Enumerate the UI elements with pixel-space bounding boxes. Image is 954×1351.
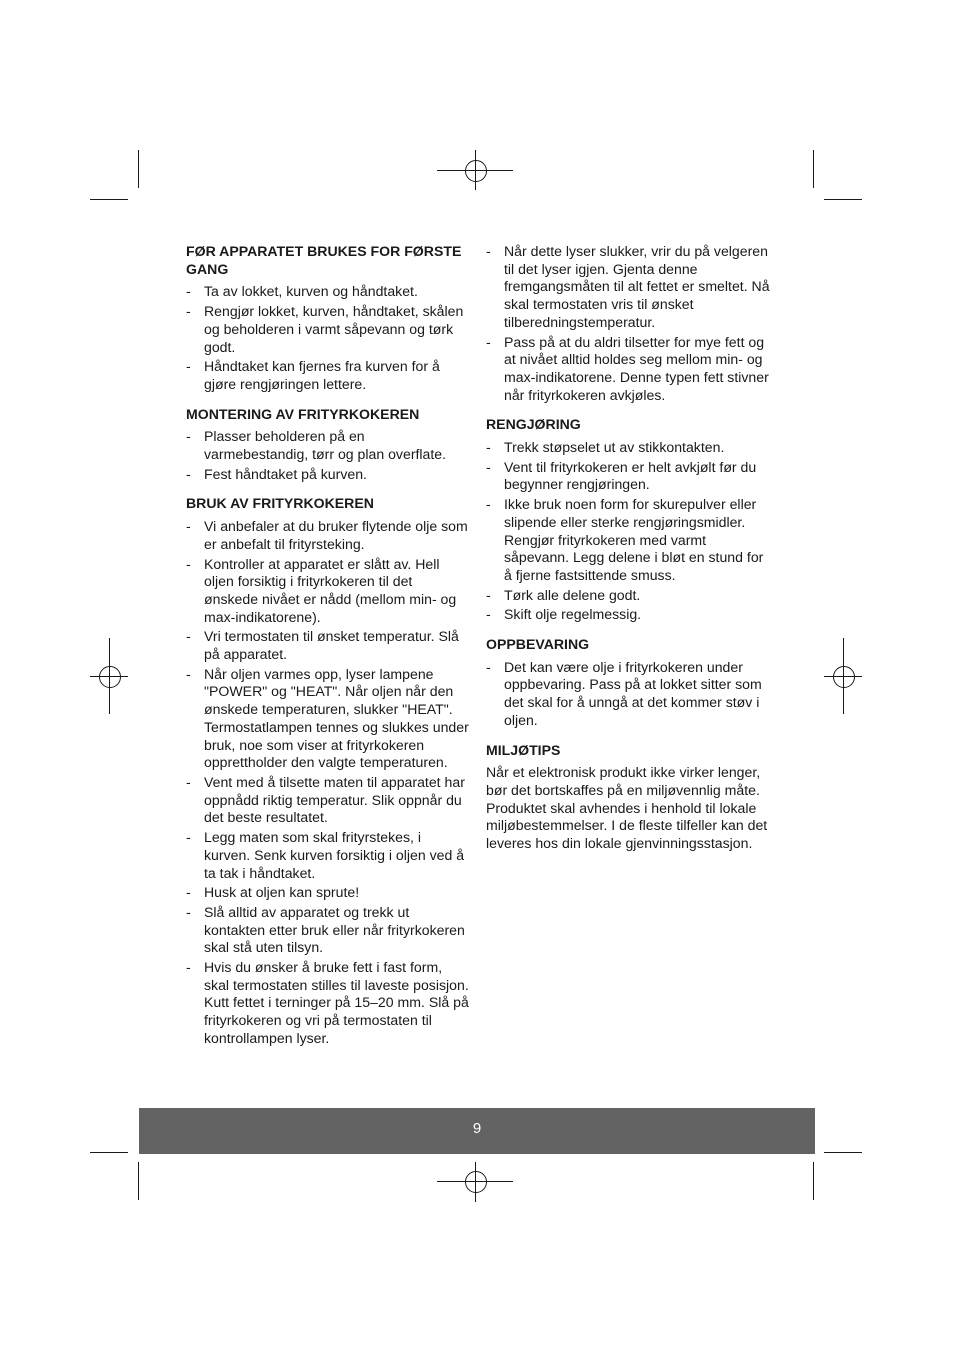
bullet-list	[486, 243, 770, 404]
list-item: - Husk at oljen kan sprute!	[186, 884, 470, 902]
bullet-list	[186, 428, 470, 483]
registration-circle	[99, 666, 121, 688]
bullet-list	[486, 659, 770, 730]
list-item: - Trekk støpselet ut av stikkontakten.	[486, 439, 770, 457]
bullet-list	[486, 439, 770, 624]
section-heading: BRUK AV FRITYRKOKEREN	[186, 495, 374, 512]
crop-mark	[90, 1152, 128, 1153]
bullet-list	[186, 518, 470, 1047]
paragraph: Når et elektronisk produkt ikke virker lenger, bør det bortskaffes på en miljøvennlig måte. Produktet skal avhendes i henhold til lokale miljøbestemmelser. I de fleste tilfeller kan det leveres hos din lokale gjenvinningsstasjon.	[486, 764, 768, 852]
page-number: 9	[472, 1120, 482, 1137]
section-montering-av-frityrkokeren	[186, 406, 470, 484]
crop-mark	[138, 150, 139, 188]
page-footer	[139, 1108, 815, 1154]
section-heading: MILJØTIPS	[486, 741, 561, 758]
section-oppbevaring	[486, 636, 770, 730]
section-bruk-av-frityrkokeren	[186, 495, 470, 1047]
section-for-apparatet-brukes-for-forste-gang	[186, 243, 470, 394]
section-heading: OPPBEVARING	[486, 636, 590, 653]
list-item: - Plasser beholderen på en varmebestandig, tørr og plan overflate.	[186, 428, 470, 463]
crop-mark	[90, 199, 128, 200]
section-continued	[486, 243, 770, 404]
left-column	[186, 243, 470, 1060]
section-heading: FØR APPARATET BRUKES FOR FØRSTE GANG	[186, 243, 462, 277]
crop-mark	[824, 199, 862, 200]
section-rengjoring	[486, 416, 770, 624]
crop-mark	[824, 1152, 862, 1153]
list-item: - Når oljen varmes opp, lyser lampene "POWER" og "HEAT". Når oljen når den ønskede temperaturen, slukker "HEAT". Termostatlampen tennes og slukkes under bruk, noe som viser at frityrkokeren opprettholder den valgte temperaturen.	[186, 666, 470, 772]
list-item: - Skift olje regelmessig.	[486, 606, 770, 624]
list-item: - Rengjør lokket, kurven, håndtaket, skålen og beholderen i varmt såpevann og tørk godt.	[186, 303, 470, 356]
list-item: - Det kan være olje i frityrkokeren under oppbevaring. Pass på at lokket sitter som det skal for å unngå at det kommer støv i oljen.	[486, 659, 770, 730]
list-item: - Pass på at du aldri tilsetter for mye fett og at nivået alltid holdes seg mellom min- og max-indikatorene. Denne typen fett stivner når frityrkokeren avkjøles.	[486, 334, 770, 405]
list-item: - Vent til frityrkokeren er helt avkjølt før du begynner rengjøringen.	[486, 459, 770, 494]
list-item: - Legg maten som skal frityrstekes, i kurven. Senk kurven forsiktig i oljen ved å ta tak i håndtaket.	[186, 829, 470, 882]
list-item: - Vi anbefaler at du bruker flytende olje som er anbefalt til frityrsteking.	[186, 518, 470, 553]
list-item: - Kontroller at apparatet er slått av. Hell oljen forsiktig i frityrkokeren til det ønskede nivået er nådd (mellom min- og max-indikatorene).	[186, 556, 470, 627]
list-item: - Fest håndtaket på kurven.	[186, 466, 470, 484]
crop-mark	[138, 1162, 139, 1200]
crop-mark	[813, 150, 814, 188]
list-item: - Ikke bruk noen form for skurepulver eller slipende eller sterke rengjøringsmidler. Rengjør frityrkokeren med varmt såpevann. Legg delene i bløt en stund for å fjerne fastsittende smuss.	[486, 496, 770, 585]
list-item: - Når dette lyser slukker, vrir du på velgeren til det lyser igjen. Gjenta denne fremgangsmåten til alt fettet er smeltet. Nå skal termostaten vris til ønsket tilberedningstemperatur.	[486, 243, 770, 332]
crop-mark	[813, 1162, 814, 1200]
section-heading: RENGJØRING	[486, 416, 581, 433]
list-item: - Hvis du ønsker å bruke fett i fast form, skal termostaten stilles til laveste posisjon. Kutt fettet i terninger på 15–20 mm. Slå på frityrkokeren og vri på termostaten til kontrollampen lyser.	[186, 959, 470, 1048]
right-column	[486, 243, 770, 865]
list-item: - Vri termostaten til ønsket temperatur. Slå på apparatet.	[186, 628, 470, 663]
list-item: - Ta av lokket, kurven og håndtaket.	[186, 283, 470, 301]
section-miljotips	[486, 742, 770, 853]
list-item: - Tørk alle delene godt.	[486, 587, 770, 605]
registration-circle	[833, 666, 855, 688]
list-item: - Vent med å tilsette maten til apparatet har oppnådd riktig temperatur. Slik oppnår du det beste resultatet.	[186, 774, 470, 827]
bullet-list	[186, 283, 470, 393]
section-heading: MONTERING AV FRITYRKOKEREN	[186, 405, 420, 422]
list-item: - Slå alltid av apparatet og trekk ut kontakten etter bruk eller når frityrkokeren skal stå uten tilsyn.	[186, 904, 470, 957]
registration-circle	[465, 1171, 487, 1193]
registration-circle	[465, 160, 487, 182]
list-item: - Håndtaket kan fjernes fra kurven for å gjøre rengjøringen lettere.	[186, 358, 470, 393]
